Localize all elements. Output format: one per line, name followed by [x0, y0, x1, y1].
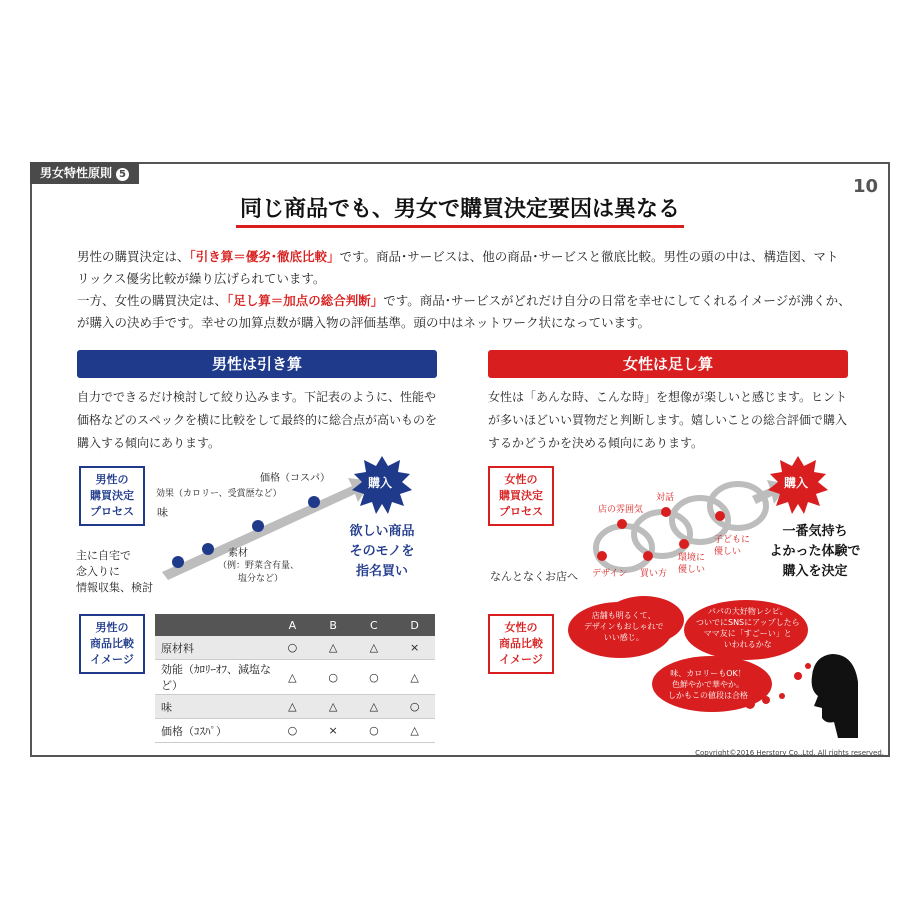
label-line: 環境に — [678, 553, 706, 563]
female-point-purchase — [643, 551, 653, 561]
label-line: 男性の — [95, 621, 129, 634]
male-point-effect — [252, 520, 264, 532]
page-title-text: 同じ商品でも、男女で購買決定要因は異なる — [236, 197, 684, 228]
woman-head-silhouette — [812, 654, 858, 738]
intro-line-2: リックス優劣比較が繰り広げられています。 — [77, 271, 326, 286]
bubble-line: 味、カロリーもOK！ — [670, 669, 746, 678]
male-section-header: 男性は引き算 — [77, 350, 437, 378]
intro-line-3b: です。商品･サービスがどれだけ自分の日常を幸せにしてくれるイメージが沸くか、 — [383, 293, 851, 308]
section-number-badge: 5 — [116, 168, 129, 181]
table-header-row — [155, 614, 435, 636]
female-point-label-child — [714, 534, 750, 558]
table-cell: 原材料 — [155, 636, 272, 660]
label-line: プロセス — [499, 505, 543, 518]
bubble-line: 色鮮やかで華やか。 — [672, 680, 744, 689]
intro-line-1b: です。商品･サービスは、他の商品･サービスと徹底比較。男性の頭の中は、構造図、マト — [339, 249, 839, 264]
female-section-header: 女性は足し算 — [488, 350, 848, 378]
table-cell: ○ — [272, 719, 313, 743]
label-line: イメージ — [90, 653, 134, 666]
bubble-line: いわれるかな — [723, 640, 772, 649]
female-point-eco — [679, 539, 689, 549]
male-start-line: 念入りに — [76, 565, 120, 578]
female-start-text: なんとなくお店へ — [490, 570, 578, 583]
female-point-dialogue — [661, 507, 671, 517]
label-line: 優しい — [678, 565, 706, 575]
male-point-label-effect: 効果（カロリー、受賞歴など） — [156, 489, 282, 499]
table-cell: 価格（ｺｽﾊﾟ） — [155, 719, 272, 743]
male-result — [332, 522, 432, 582]
table-cell: 味 — [155, 695, 272, 719]
table-row — [155, 660, 435, 695]
table-cell: ○ — [354, 660, 395, 695]
table-header-cell: B — [313, 614, 354, 636]
female-point-label-purchase: 買い方 — [640, 569, 668, 579]
label-line: 男性の — [95, 473, 129, 486]
male-compare-label — [79, 614, 145, 674]
bubble-line: ママ友に「すごーい」と — [703, 629, 792, 638]
intro-highlight-female: 「足し算＝加点の総合判断」 — [227, 293, 384, 308]
table-cell: × — [313, 719, 354, 743]
label-line: 購買決定 — [90, 489, 134, 502]
male-start-line: 主に自宅で — [76, 549, 131, 562]
male-point-label-taste: 味 — [157, 506, 168, 519]
table-cell: ○ — [394, 695, 435, 719]
female-point-label-design: デザイン — [592, 569, 628, 579]
male-point-label-material-ex: （例：野菜含有量、 — [218, 561, 300, 571]
label-line: 商品比較 — [499, 637, 543, 650]
female-result-line: 一番気持ち — [782, 524, 848, 539]
section-tag-label: 男女特性原則 — [40, 166, 113, 180]
female-bubble-3 — [668, 668, 748, 701]
table-header-cell — [155, 614, 272, 636]
table-cell: △ — [354, 695, 395, 719]
intro-highlight-male: 「引き算＝優劣･徹底比較」 — [189, 249, 340, 264]
table-cell: ○ — [272, 636, 313, 660]
male-point-label-material-ex2: 塩分など） — [238, 574, 284, 584]
female-point-atmosphere — [617, 519, 627, 529]
table-cell: △ — [272, 695, 313, 719]
male-start-text — [76, 548, 153, 596]
female-description: 女性は「あんな時、こんな時」を想像が楽しいと感じます。ヒントが多いほどいい買物だと判断します。嬉しいことの総合評価で購入するかどうかを決める傾向にあります。 — [488, 390, 848, 450]
female-process-label — [488, 466, 554, 526]
bubble-line: しかもこの値段は合格 — [668, 691, 748, 700]
table-cell: △ — [354, 636, 395, 660]
female-point-child — [715, 511, 725, 521]
table-row — [155, 695, 435, 719]
page-number: 10 — [852, 176, 878, 197]
female-compare-label — [488, 614, 554, 674]
male-point-label-price: 価格（コスパ） — [260, 473, 330, 484]
table-row — [155, 636, 435, 660]
table-cell: △ — [394, 660, 435, 695]
intro-line-4: が購入の決め手です。幸せの加算点数が購入物の評価基準。頭の中はネットワーク状になっています。 — [77, 315, 651, 330]
table-cell: 効能（ｶﾛﾘｰｵﾌ、減塩など） — [155, 660, 272, 695]
bubble-line: デザインもおしゃれで — [584, 622, 664, 631]
label-line: 女性の — [504, 473, 538, 486]
female-result-line: よかった体験で — [769, 544, 861, 559]
female-point-label-dialogue: 対話 — [656, 493, 675, 503]
table-cell: △ — [313, 636, 354, 660]
male-buy-label: 購入 — [368, 476, 393, 490]
male-description: 自力でできるだけ検討して絞り込みます。下記表のように、性能や価格などのスペックを横に比較をして最終的に総合点が高いものを購入する傾向にあります。 — [77, 390, 438, 450]
female-result — [760, 522, 870, 582]
table-header-cell: A — [272, 614, 313, 636]
table-cell: ○ — [354, 719, 395, 743]
table-cell: △ — [313, 695, 354, 719]
table-header-cell: C — [354, 614, 395, 636]
female-buy-label: 購入 — [784, 476, 809, 490]
table-cell: △ — [272, 660, 313, 695]
table-cell: × — [394, 636, 435, 660]
label-line: 購買決定 — [499, 489, 543, 502]
male-comparison-table — [155, 614, 435, 743]
table-cell: △ — [394, 719, 435, 743]
male-result-line: そのモノを — [349, 544, 415, 559]
table-header-cell: D — [394, 614, 435, 636]
female-point-label-atmosphere: 店の雰囲気 — [598, 505, 644, 515]
bubble-line: パパの大好物レシピ。 — [707, 607, 788, 616]
male-point-material — [202, 543, 214, 555]
intro-line-3a: 一方、女性の購買決定は、 — [77, 293, 228, 308]
female-bubble-1 — [584, 610, 663, 643]
female-bubble-2 — [696, 606, 800, 650]
slide — [30, 162, 890, 757]
intro-line-1a: 男性の購買決定は、 — [77, 249, 190, 264]
female-result-line: 購入を決定 — [782, 564, 848, 579]
male-start-line: 情報収集、検討 — [76, 581, 153, 594]
male-point-label-material: 素材 — [228, 548, 248, 559]
table-cell: ○ — [313, 660, 354, 695]
label-line: 商品比較 — [90, 637, 134, 650]
copyright: Copyright©2016 Herstory Co.,Ltd. All rights reserved. — [695, 749, 884, 757]
female-point-design — [597, 551, 607, 561]
table-row — [155, 719, 435, 743]
male-result-line: 欲しい商品 — [349, 524, 415, 539]
label-line: 子どもに — [714, 535, 751, 545]
label-line: イメージ — [499, 653, 543, 666]
male-point-taste — [172, 556, 184, 568]
bubble-line: 店舗も明るくて、 — [591, 611, 656, 620]
bubble-line: ついでにSNSにアップしたら — [696, 618, 800, 627]
label-line: プロセス — [90, 505, 134, 518]
male-point-price — [308, 496, 320, 508]
label-line: 女性の — [504, 621, 538, 634]
male-result-line: 指名買い — [355, 564, 408, 579]
female-point-label-eco — [678, 552, 705, 576]
bubble-line: いい感じ。 — [603, 633, 644, 642]
label-line: 優しい — [714, 547, 742, 557]
